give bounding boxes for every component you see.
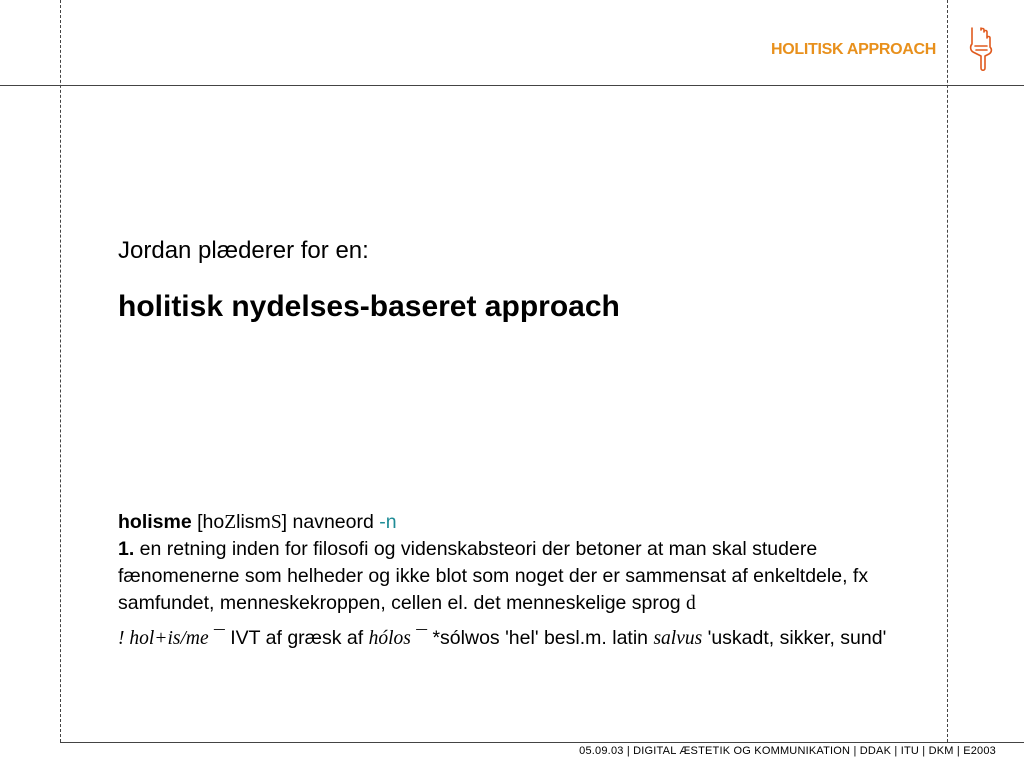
sense-text: en retning inden for filosofi og videnskabsteori der betoner at man skal studere fænomenerne som helheder og ikke blot som noget der er sammensat af enkeltdele, fx samfundet, menneskekroppen, cellen el. det menneskelige sprog	[118, 538, 869, 614]
pronunciation-open: [ho	[191, 511, 225, 533]
page-heading: holitisk nydelses-baseret approach	[118, 290, 620, 323]
sense-end-glyph: d	[686, 593, 696, 614]
footer-text: 05.09.03 | DIGITAL ÆSTETIK OG KOMMUNIKATION | DDAK | ITU | DKM | E2003	[579, 745, 996, 757]
right-margin-dashed-line	[947, 0, 948, 742]
inflection: -n	[379, 511, 397, 533]
pointing-hand-icon	[966, 26, 996, 72]
etymology-form: hol+is/me	[129, 628, 209, 649]
etymology-text-2: *sólwos 'hel' besl.m. latin	[432, 627, 654, 649]
etymology-text-1: IVT af græsk af	[230, 627, 369, 649]
etymology-greek: hólos	[368, 628, 411, 649]
part-of-speech: navneord	[287, 511, 380, 533]
headword: holisme	[118, 511, 192, 533]
spacer	[118, 617, 908, 625]
intro-text: Jordan plæderer for en:	[118, 237, 369, 264]
pronunciation-s: S	[270, 512, 282, 533]
etymology-text-3: 'uskadt, sikker, sund'	[702, 627, 887, 649]
etymology-separator: ¯	[208, 627, 231, 649]
dictionary-entry	[118, 509, 908, 652]
pronunciation-mid: lism	[236, 511, 271, 533]
left-margin-dashed-line	[60, 0, 61, 742]
headword-line	[118, 509, 908, 536]
header-divider	[0, 85, 1024, 86]
pronunciation-close: ]	[281, 511, 288, 533]
etymology-latin: salvus	[653, 628, 703, 649]
header-title: HOLITISK APPROACH	[771, 41, 936, 58]
etymology-separator: ¯	[410, 627, 433, 649]
footer-divider	[60, 742, 1024, 743]
sense-number: 1.	[118, 538, 135, 560]
etymology-mark: !	[118, 628, 130, 649]
pronunciation-z: Z	[224, 512, 237, 533]
etymology	[118, 625, 908, 652]
sense-1	[118, 536, 908, 617]
